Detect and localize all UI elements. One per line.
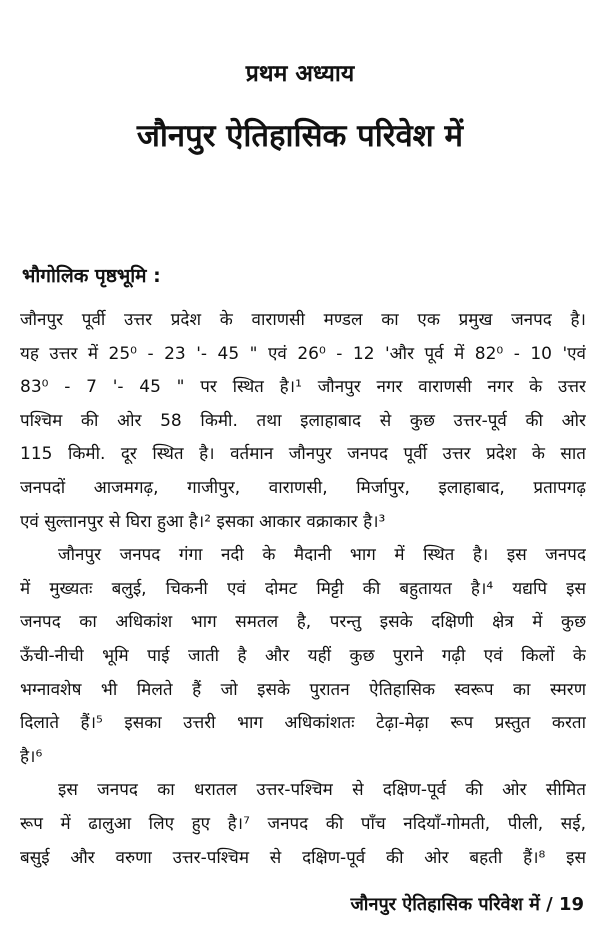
text-line: यह उत्तर में 25⁰ - 23 '- 45 " एवं 26⁰ - 12 'और पूर्व में 82⁰ - 10 'एवं — [20, 343, 586, 364]
text-line: इस जनपद का धरातल उत्तर-पश्चिम से दक्षिण-पूर्व की ओर सीमित — [58, 780, 586, 801]
text-line: 115 किमी. दूर स्थित है। वर्तमान जौनपुर जनपद पूर्वी उत्तर प्रदेश के सात — [20, 444, 586, 465]
text-line: है।⁶ — [20, 746, 43, 767]
text-line: ऊँची-नीची भूमि पाई जाती है और यहीं कुछ पुराने गढ़ी एवं किलों के — [20, 645, 586, 666]
text-line: रूप में ढालुआ लिए हुए है।⁷ जनपद की पाँच नदियाँ-गोमती, पीली, सई, — [20, 813, 586, 834]
text-line: जनपद का अधिकांश भाग समतल है, परन्तु इसके दक्षिणी क्षेत्र में कुछ — [20, 612, 586, 633]
text-line: 83⁰ - 7 '- 45 " पर स्थित है।¹ जौनपुर नगर वाराणसी नगर के उत्तर — [20, 377, 586, 398]
chapter-label: प्रथम अध्याय — [245, 61, 355, 87]
section-heading: भौगोलिक पृष्ठभूमि : — [22, 265, 161, 287]
text-line: दिलाते हैं।⁵ इसका उत्तरी भाग अधिकांशतः टेढ़ा-मेढ़ा रूप प्रस्तुत करता — [20, 713, 586, 734]
body-text — [20, 304, 586, 875]
text-line: भग्नावशेष भी मिलते हैं जो इसके पुरातन ऐतिहासिक स्वरूप का स्मरण — [20, 679, 586, 700]
text-line: जनपदों आजमगढ़, गाजीपुर, वाराणसी, मिर्जापुर, इलाहाबाद, प्रतापगढ़ — [20, 477, 586, 498]
running-footer: जौनपुर ऐतिहासिक परिवेश में / 19 — [350, 894, 584, 915]
text-line: में मुख्यतः बलुई, चिकनी एवं दोमट मिट्टी की बहुतायत है।⁴ यद्यपि इस — [20, 578, 586, 599]
text-line: एवं सुल्तानपुर से घिरा हुआ है।² इसका आकार वक्राकार है।³ — [20, 511, 386, 532]
chapter-title: जौनपुर ऐतिहासिक परिवेश में — [136, 118, 464, 154]
text-line: पश्चिम की ओर 58 किमी. तथा इलाहाबाद से कुछ उत्तर-पूर्व की ओर — [20, 410, 586, 431]
text-line: बसुई और वरुणा उत्तर-पश्चिम से दक्षिण-पूर्व की ओर बहती हैं।⁸ इस — [20, 847, 586, 868]
text-line: जौनपुर जनपद गंगा नदी के मैदानी भाग में स्थित है। इस जनपद — [58, 545, 586, 566]
text-line: जौनपुर पूर्वी उत्तर प्रदेश के वाराणसी मण्डल का एक प्रमुख जनपद है। — [20, 310, 586, 330]
